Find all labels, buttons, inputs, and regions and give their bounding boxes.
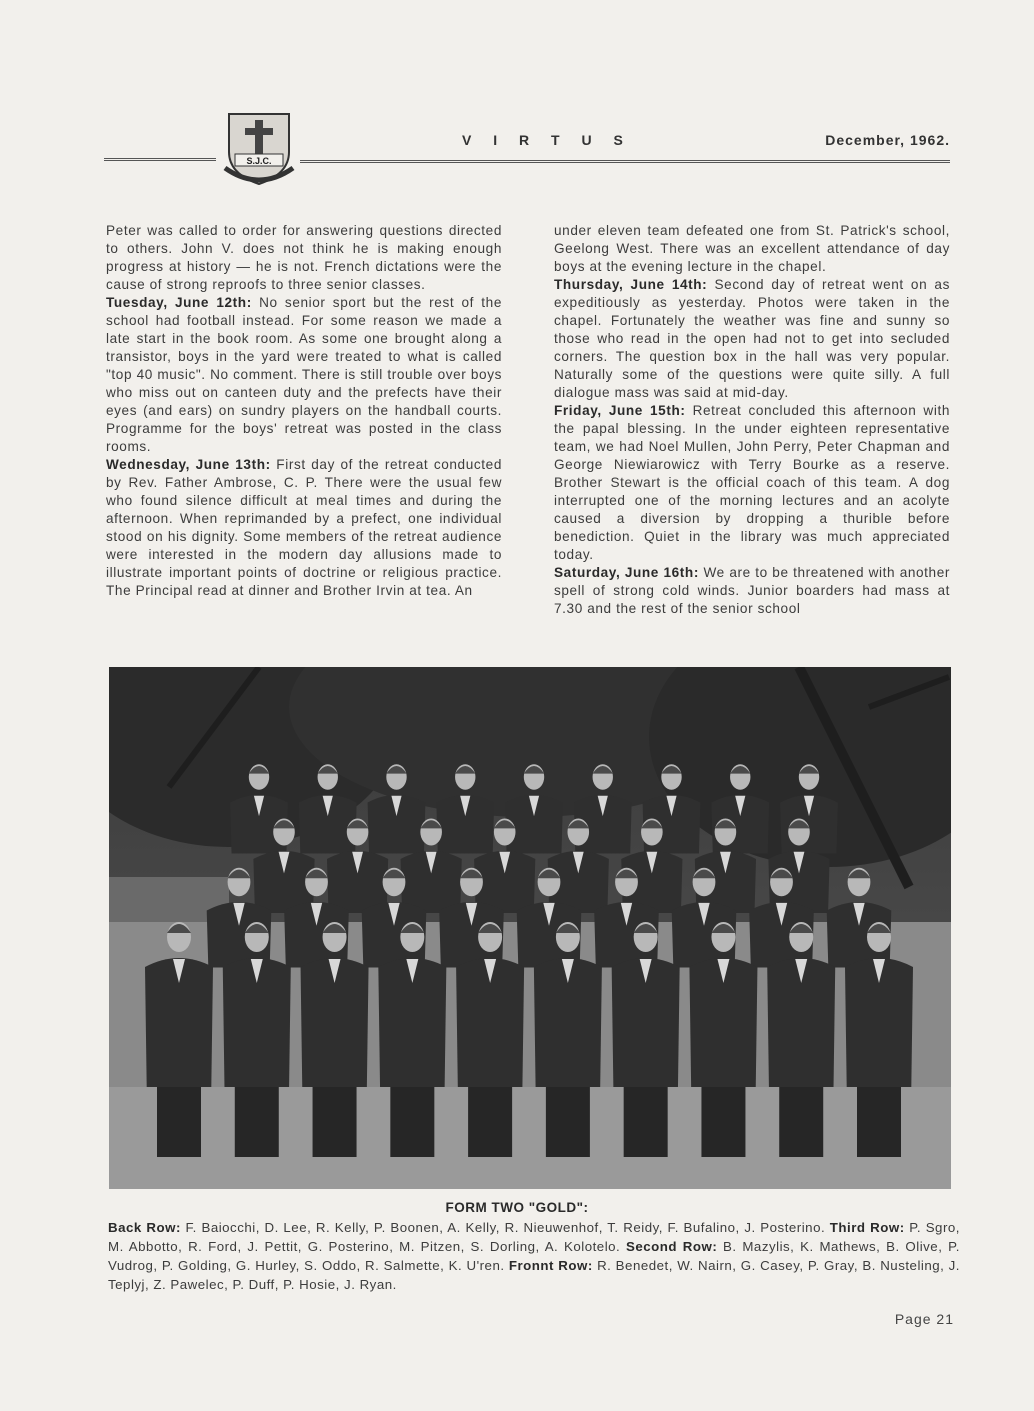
masthead-title: V I R T U S xyxy=(462,132,632,148)
diary-paragraph xyxy=(554,276,950,402)
class-group-photo xyxy=(109,667,951,1189)
diary-entry-text: No senior sport but the rest of the school had football instead. For some reason we made a late start in the book room. As some one brought along a transistor, boys in the yard were treated to what is called "top 40 music". No comment. There is still trouble over boys who miss out on canteen duty and the prefects have their eyes (and ears) on sundry players on the handball courts. Programme for the boys' retreat was posted in the class rooms. xyxy=(106,295,502,454)
diary-entry-text: We are to be threatened with another spell of strong cold winds. Junior boarders had mass at 7.30 and the rest of the senior school xyxy=(554,565,950,616)
diary-entry-heading: Wednesday, June 13th: xyxy=(106,457,271,472)
caption-row-label: Fronnt Row: xyxy=(508,1258,593,1273)
diary-paragraph xyxy=(554,402,950,564)
diary-entry-heading: Tuesday, June 12th: xyxy=(106,295,252,310)
diary-paragraph xyxy=(554,222,950,276)
diary-paragraph xyxy=(106,222,502,294)
photo-caption xyxy=(108,1218,960,1294)
crest-text: S.J.C. xyxy=(246,156,272,166)
diary-entry-text: First day of the retreat conducted by Rev. Father Ambrose, C. P. There were the usual few who found silence difficult at meal times and during the afternoon. When reprimanded by a prefect, one individual stood on his dignity. Some members of the retreat audience were interested in the modern day allusions made to illustrate important points of doctrine or religious practice. The Principal read at dinner and Brother Irvin at tea. An xyxy=(106,457,502,598)
page-number: Page 21 xyxy=(894,1311,954,1327)
left-text-column xyxy=(106,222,502,600)
diary-entry-text: Retreat concluded this afternoon with the papal blessing. In the under eighteen representative team, we had Noel Mullen, John Perry, Peter Chapman and George Niewiarowicz with Terry Bourke as a reserve. Brother Stewart is the official coach of this team. A dog interrupted one of the morning lectures and an acolyte caused a diversion by dropping a thurible before benediction. Quiet in the library was much appreciated today. xyxy=(554,403,950,562)
school-crest-logo xyxy=(221,108,297,188)
diary-paragraph xyxy=(106,456,502,600)
issue-date: December, 1962. xyxy=(825,132,950,148)
diary-entry-heading: Thursday, June 14th: xyxy=(554,277,708,292)
caption-row-names: F. Baiocchi, D. Lee, R. Kelly, P. Boonen, A. Kelly, R. Nieuwenhof, T. Reidy, F. Bufalino, J. Posterino. xyxy=(185,1220,826,1235)
caption-row-names: P. Sgro, M. Abbotto, R. Ford, J. Pettit, G. Posterino, M. Pitzen, S. Dorling, A. Kolotelo. xyxy=(108,1220,960,1254)
diary-entry-text: Peter was called to order for answering questions directed to others. John V. does not think he is making enough progress at history — he is not. French dictations were the cause of strong reproofs to three senior classes. xyxy=(106,223,502,292)
header-rule-right xyxy=(300,160,950,163)
caption-row-label: Second Row: xyxy=(626,1239,718,1254)
diary-paragraph xyxy=(554,564,950,618)
caption-row-names: B. Mazylis, K. Mathews, B. Olive, P. Vudrog, P. Golding, G. Hurley, S. Oddo, R. Salmette, K. U'ren. xyxy=(108,1239,960,1273)
diary-entry-heading: Friday, June 15th: xyxy=(554,403,686,418)
photo-caption-title: FORM TWO "GOLD": xyxy=(445,1200,589,1215)
caption-row-label: Back Row: xyxy=(108,1220,181,1235)
diary-entry-text: Second day of retreat went on as expeditiously as yesterday. Photos were taken in the chapel. Fortunately the weather was fine and sunny so those who read in the open had not to get into secluded corners. The question box in the hall was very popular. Naturally some of the questions were quite silly. A full dialogue mass was said at mid-day. xyxy=(554,277,950,400)
diary-entry-heading: Saturday, June 16th: xyxy=(554,565,699,580)
caption-row-label: Third Row: xyxy=(829,1220,905,1235)
caption-row-names: R. Benedet, W. Nairn, G. Casey, P. Gray, B. Nusteling, J. Teplyj, Z. Pawelec, P. Duff, P. Hosie, J. Ryan. xyxy=(108,1258,960,1292)
diary-paragraph xyxy=(106,294,502,456)
photo-illustration xyxy=(109,667,951,1189)
diary-entry-text: under eleven team defeated one from St. Patrick's school, Geelong West. There was an excellent attendance of day boys at the evening lecture in the chapel. xyxy=(554,223,950,274)
header-rule-left xyxy=(104,158,216,161)
right-text-column xyxy=(554,222,950,618)
